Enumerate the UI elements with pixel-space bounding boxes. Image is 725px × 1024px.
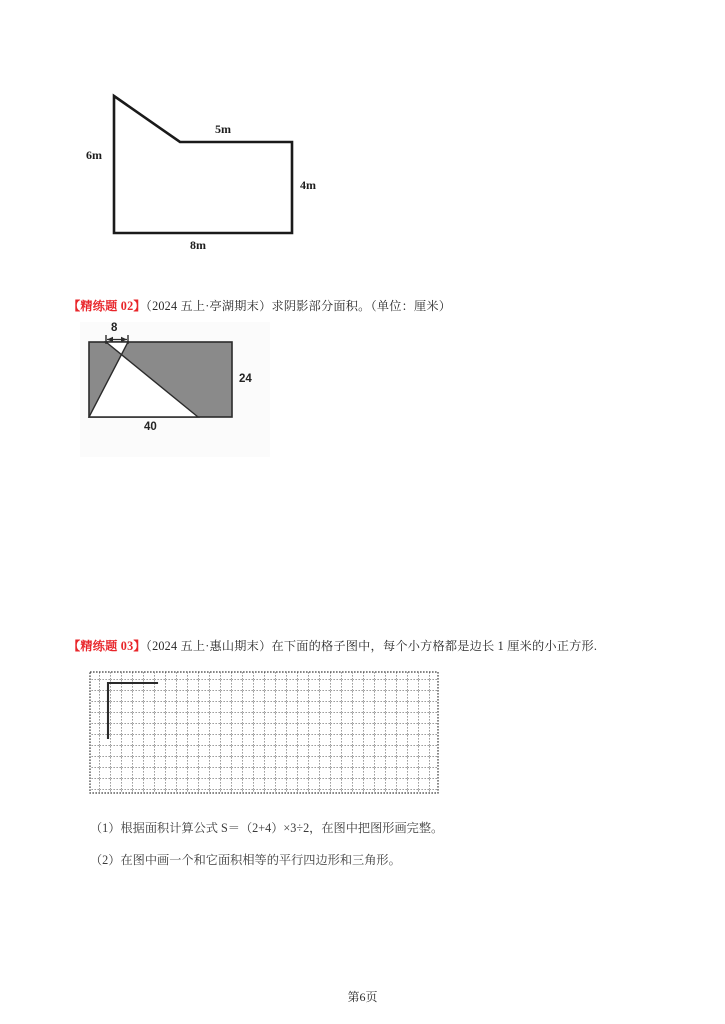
figure1-label-left-height: 6m <box>86 148 102 162</box>
figure1-label-bottom-width: 8m <box>190 238 206 252</box>
problem-03-figure <box>88 668 440 798</box>
figure2-label-right-height: 24 <box>239 373 252 385</box>
figure1-label-top-width: 5m <box>215 122 231 136</box>
grid-cells <box>90 672 438 793</box>
irregular-quadrilateral-shape <box>114 96 292 233</box>
problem-03-statement-line <box>68 638 597 654</box>
problem-03-subquestion-1: （1）根据面积计算公式 S＝（2+4）×3÷2，在图中把图形画完整。 <box>90 821 444 835</box>
problem-03-text: （2024 五上·惠山期末）在下面的格子图中，每个小方格都是边长 1 厘米的小正方形. <box>145 639 598 653</box>
polygon-figure-svg <box>70 80 350 260</box>
problem-03-subquestion-2: （2）在图中画一个和它面积相等的平行四边形和三角形。 <box>90 853 401 867</box>
problem-01-figure <box>70 80 350 260</box>
problem-02-statement-line <box>68 298 451 314</box>
figure1-label-right-height: 4m <box>300 178 316 192</box>
problem-02-text: （2024 五上·亭湖期末）求阴影部分面积。（单位：厘米） <box>145 299 452 313</box>
shaded-area-figure-svg <box>80 322 270 457</box>
grid-paper-svg <box>88 668 440 798</box>
problem-02-tag: 【精练题 02】 <box>68 299 146 313</box>
problem-03-tag: 【精练题 03】 <box>68 639 146 653</box>
figure2-label-bottom-width: 40 <box>144 421 157 433</box>
problem-02-figure <box>80 322 270 457</box>
page-footer: 第6页 <box>347 990 378 1004</box>
figure2-label-top-segment: 8 <box>111 322 118 334</box>
